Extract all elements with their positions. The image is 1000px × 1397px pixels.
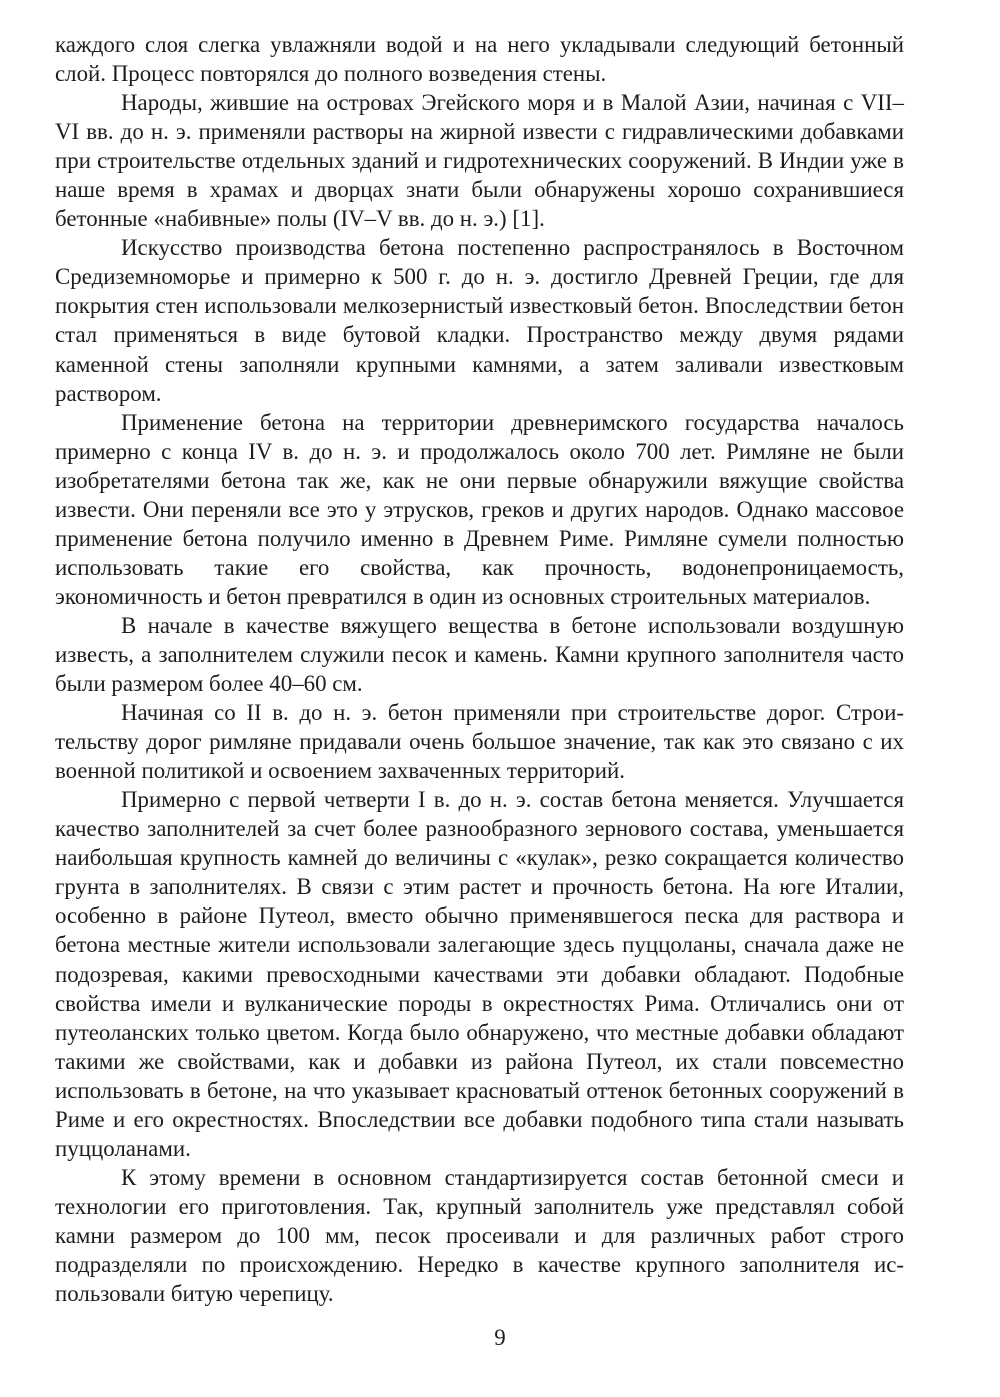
body-text bbox=[55, 30, 904, 1308]
paragraph-pozzolana: Примерно с первой четверти I в. до н. э. состав бетона меняется. Улучшается качество заполнителей за счет более разнообразного зернового состава, уменьшается наибольшая крупность камней до величины с «кулак», резко сокращается количество грунта в заполнителях. В связи с этим растет и прочность бетона. На юге Италии, особенно в районе Путеол, вместо обычно применявшегося песка для раствора и бетона местные жители использовали залегающие здесь пуццоланы, сначала даже не подозревая, какими превосходными качествами эти добавки обладают. Подобные свойства имели и вулканические породы в окрестностях Рима. Отличались они от путеоланских только цветом. Когда было обнаружено, что местные добавки обладают такими же свойствами, как и добавки из района Путеол, их стали повсеместно использовать в бетоне, на что указывает красноватый оттенок бетонных сооружений в Риме и его окрестностях. Впоследствии все добавки подобного типа стали называть пуццоланами. bbox=[55, 787, 904, 1161]
paragraph-ancient-rome: Применение бетона на территории древнеримского государства началось примерно с конца IV в. до н. э. и продолжалось около 700 лет. Римляне не были изобретателями бетона так же, как не они первые обнаружили вяжущие свойства извести. Они переняли все это у этрусков, греков и других народов. Однако массовое применение бетона получило именно в Древнем Риме. Римляне сумели полностью использовать такие его свойства, как прочность, водонепроницаемость, экономичность и бетон превратился в один из основных строительных материалов. bbox=[55, 409, 904, 609]
page-number: 9 bbox=[494, 1325, 506, 1350]
paragraph-roads: Начиная со II в. до н. э. бетон применяли при строительстве дорог. Строительству дорог римляне придавали очень большое значение, так как это связано с их военной политикой и освоением захваченных территорий. bbox=[55, 700, 904, 784]
paragraph-greece: Искусство производства бетона постепенно распространялось в Восточном Средиземноморье и примерно к 500 г. до н. э. достигло Древней Греции, где для покрытия стен использовали мелкозернистый известковый бетон. Впоследствии бетон стал применяться в виде бутовой кладки. Пространство между двумя рядами каменной стены заполняли крупными камнями, а затем заливали известковым раствором. bbox=[55, 235, 904, 406]
paragraph-continuation: каждого слоя слегка увлажняли водой и на него укладывали следующий бетонный слой. Процесс повторялся до полного возведения стены. bbox=[55, 32, 904, 87]
paragraph-standardization: К этому времени в основном стандартизируется состав бетонной смеси и технологии его приготовления. Так, крупный заполнитель уже представлял собой камни размером до 100 мм, песок просеивали и для различных работ строго подразделяли по происхождению. Нередко в качестве крупного заполнителя использовали битую черепицу. bbox=[55, 1164, 904, 1307]
paragraph-binder: В начале в качестве вяжущего вещества в бетоне использовали воздушную известь, а заполнителем служили песок и камень. Камни крупного заполнителя часто были размером более 40–60 см. bbox=[55, 612, 904, 697]
paragraph-aegean-peoples: Народы, жившие на островах Эгейского моря и в Малой Азии, начиная с VII–VI вв. до н. э. применяли растворы на жирной извести с гидравлическими добавками при строительстве отдельных зданий и гидротехнических сооружений. В Индии уже в наше время в храмах и дворцах знати были обнаружены хорошо сохранившиеся бетонные «набивные» полы (IV–V вв. до н. э.) [1]. bbox=[55, 90, 904, 232]
